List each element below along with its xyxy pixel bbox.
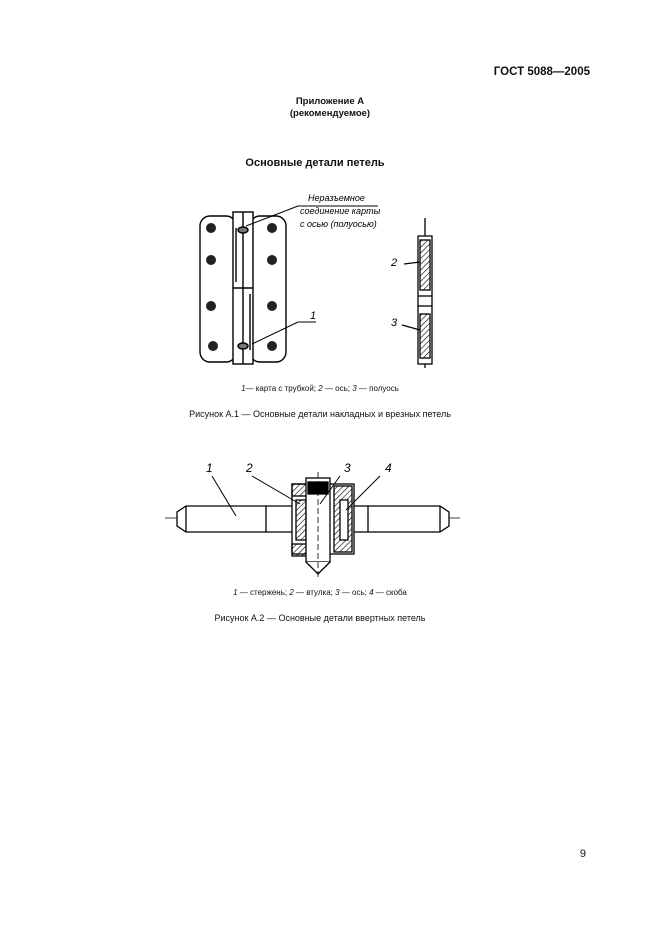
figure-2-caption: Рисунок А.2 — Основные детали ввертных петель [214,613,426,623]
figure1-label-2: 2 [391,257,398,269]
legend-2-3-number: 3 [335,588,340,597]
rod-right [352,506,449,532]
figure2-label-4: 4 [385,461,392,475]
annex-status: (рекомендуемое) [289,108,371,119]
page-number: 9 [579,848,586,860]
legend-1-number: 1 [241,384,246,393]
legend-2-3-text: — ось; [339,588,370,597]
legend-3-number: 3 [352,384,357,393]
legend-2-4-number: 4 [369,588,374,597]
figure-2-drawing [0,450,661,580]
figure1-label-3: 3 [391,317,398,329]
legend-2-4-text: — скоба [373,588,407,597]
legend-1-text: — карта с трубкой; [245,384,319,393]
legend-2-2-text: — втулка; [293,588,336,597]
legend-2-number: 2 [318,384,323,393]
legend-2-1-number: 1 [233,588,238,597]
figure2-label-2: 2 [246,461,253,475]
annex-title: Приложение А [295,96,365,107]
legend-2-1-text: — стержень; [237,588,290,597]
figure-1-caption: Рисунок А.1 — Основные детали накладных и врезных петель [189,409,451,419]
rod-left [177,506,294,532]
figure2-label-1: 1 [206,461,213,475]
standard-number: ГОСТ 5088—2005 [493,66,590,78]
callout-line-1: Неразъемное [308,193,365,203]
hinge-side-view [402,218,432,368]
hinge-joint [292,472,354,578]
legend-2-text: — ось; [322,384,353,393]
figure-1-drawing [0,0,661,400]
legend-3-text: — полуось [356,384,399,393]
figure2-label-3: 3 [344,461,351,475]
section-title: Основные детали петель [245,157,385,169]
legend-2-2-number: 2 [289,588,294,597]
callout-line-3: с осью (полуосью) [300,219,377,229]
callout-line-2: соединение карты [300,206,381,216]
figure-1-legend [160,384,480,393]
figure-2-legend [160,588,480,597]
figure1-label-1: 1 [310,310,317,322]
